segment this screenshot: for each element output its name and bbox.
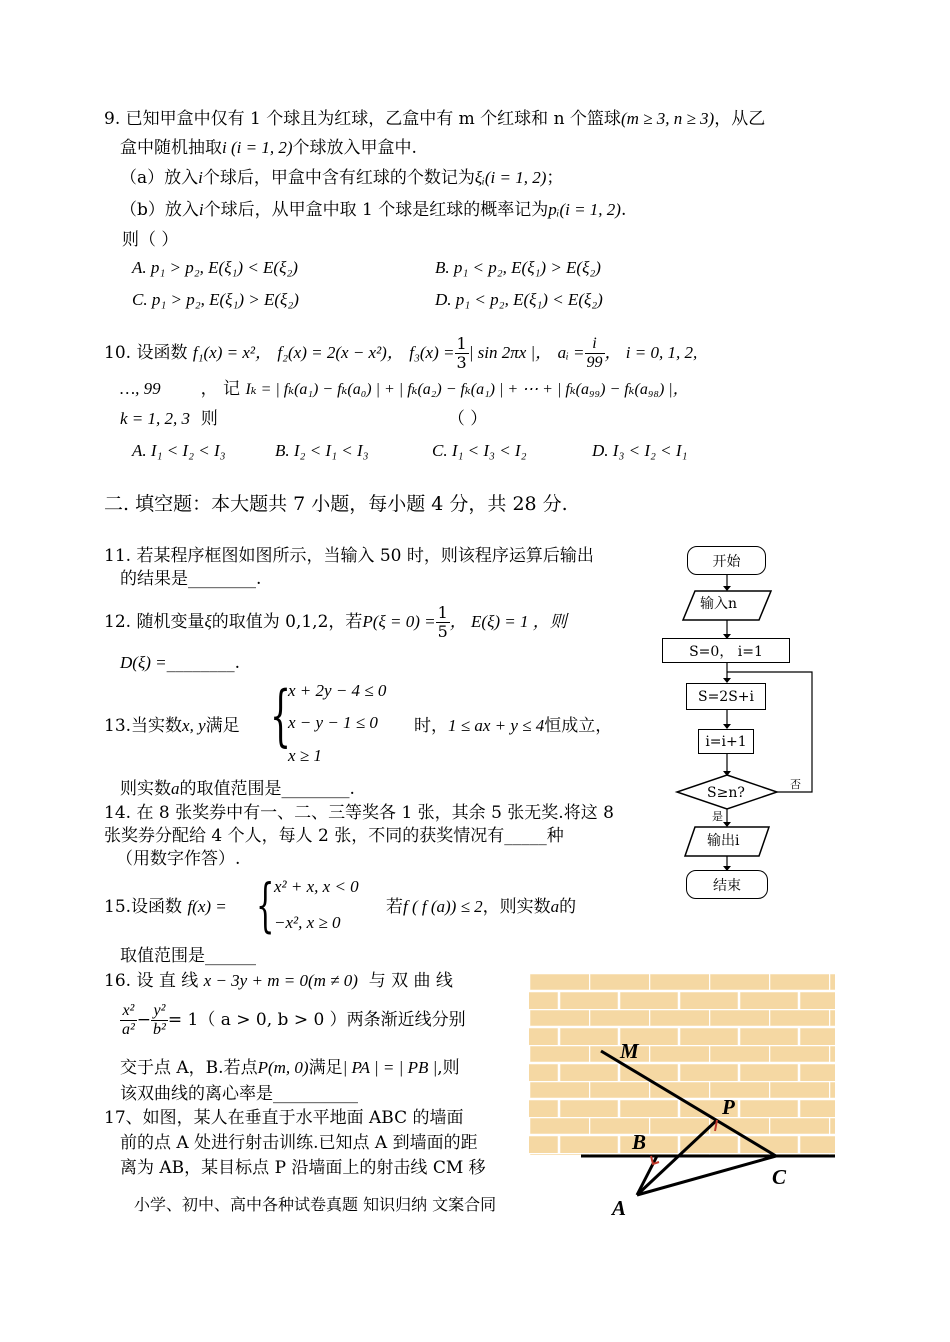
q16-line3: 交于点 A，B.若点P(m, 0)满足| PA | = | PB |,则 xyxy=(120,1058,460,1078)
q16-line2: $\frac{\text{x²}}{\text{a²}}$ − $\frac{\text{y²}}{\text{b²}}$ = 1（ a > 0, b > 0 ）两条渐近线分别 xyxy=(122,1002,466,1038)
q13-constraint-1: x + 2y − 4 ≤ 0 xyxy=(288,681,387,700)
q10-option-c: C. I₁ < I₃ < I₂ xyxy=(432,441,527,460)
q12-line2: D(ξ) =________. xyxy=(120,653,241,673)
q17-line1: 17、如图，某人在垂直于水平地面 ABC 的墙面 xyxy=(104,1108,464,1128)
q13-lead: 13.当实数x, y满足 xyxy=(104,716,240,736)
flowchart-start: 开始 xyxy=(687,546,766,575)
q9-option-c: C. p₁ > p₂, E(ξ₁) > E(ξ₂) xyxy=(132,290,299,309)
figure-label-p: P xyxy=(722,1095,735,1119)
q11-line2: 的结果是________. xyxy=(120,569,262,589)
q9-condition-b: （b）放入i个球后，从甲盒中取 1 个球是红球的概率记为pᵢ(i = 1, 2). xyxy=(120,200,627,220)
q17-line2: 前的点 A 处进行射击训练.已知点 A 到墙面的距 xyxy=(120,1133,478,1153)
section-heading: 二. 填空题：本大题共 7 小题，每小题 4 分，共 28 分. xyxy=(104,493,568,515)
q9-condition-a: （a）放入i个球后，甲盒中含有红球的个数记为ξᵢ(i = 1, 2)； xyxy=(120,168,564,188)
fraction-one-third: $\frac{1}{3}$ xyxy=(456,334,467,372)
flowchart-update-s: S=2S+i xyxy=(686,683,766,710)
flowchart-input: 输入n xyxy=(700,596,738,612)
flowchart-update-i: i=i+1 xyxy=(698,729,754,754)
q13-constraint-3: x ≥ 1 xyxy=(288,746,322,765)
wall-figure xyxy=(529,973,835,1218)
q9-option-d: D. p₁ < p₂, E(ξ₁) < E(ξ₂) xyxy=(435,290,603,309)
q17-line3: 离为 AB，某目标点 P 沿墙面上的射击线 CM 移 xyxy=(120,1158,486,1178)
q13-line2: 则实数a的取值范围是________. xyxy=(120,779,355,799)
q14-line2: 张奖券分配给 4 个人，每人 2 张，不同的获奖情况有_____种 xyxy=(104,826,564,846)
q15-case-2: −x², x ≥ 0 xyxy=(274,913,341,932)
q13-brace: { xyxy=(270,677,291,754)
flowchart-init: S=0， i=1 xyxy=(662,638,790,663)
q9-option-a: A. p₁ > p₂, E(ξ₁) < E(ξ₂) xyxy=(132,258,298,277)
q9-line1: 9. 已知甲盒中仅有 1 个球且为红球，乙盒中有 m 个红球和 n 个篮球(m ≥ 3, n ≥ 3)，从乙 xyxy=(104,109,766,129)
q14-line3: （用数字作答）. xyxy=(116,849,241,869)
fraction-x2-over-a2: $\frac{\text{x²}}{\text{a²}}$ xyxy=(122,1002,135,1038)
flowchart-arrows xyxy=(655,540,825,910)
q15-case-1: x² + x, x < 0 xyxy=(274,877,359,896)
q13-constraint-2: x − y − 1 ≤ 0 xyxy=(288,713,378,732)
q16-line4: 该双曲线的离心率是__________ xyxy=(120,1084,358,1104)
q13-tail: 时，1 ≤ ax + y ≤ 4恒成立， xyxy=(414,716,613,736)
flowchart-condition: S≥n? xyxy=(707,785,745,801)
q15-brace: { xyxy=(256,871,275,939)
q10-line1: 10. 设函数 f₁(x) = x²， f₂(x) = 2(x − x²)， f₃(x) = $\frac{1}{3}$ | sin 2πx |， aᵢ = $\frac{i}{99}$ ， i = 0, 1, 2, xyxy=(104,334,698,372)
q14-line1: 14. 在 8 张奖券中有一、二、三等奖各 1 张，其余 5 张无奖.将这 8 xyxy=(104,803,614,823)
figure-label-m: M xyxy=(620,1039,639,1063)
q10-option-a: A. I₁ < I₂ < I₃ xyxy=(132,441,226,460)
q11-line1: 11. 若某程序框图如图所示，当输入 50 时，则该程序运算后输出 xyxy=(104,546,594,566)
q9-line2: 盒中随机抽取i (i = 1, 2)个球放入甲盒中. xyxy=(120,138,417,158)
q12-line1: 12. 随机变量ξ的取值为 0,1,2，若P(ξ = 0) = $\frac{1}{5}$ ， E(ξ) = 1 ，则 xyxy=(104,603,567,641)
q15-condition: 若f ( f (a)) ≤ 2，则实数a的 xyxy=(386,897,577,917)
q15-lead: 15.设函数 f(x) = xyxy=(104,897,227,917)
brick-wall xyxy=(529,973,835,1155)
figure-label-b: B xyxy=(632,1130,647,1154)
fraction-y2-over-b2: $\frac{\text{y²}}{\text{b²}}$ xyxy=(153,1002,166,1038)
flowchart-output: 输出i xyxy=(707,833,740,849)
q15-line2: 取值范围是______ xyxy=(120,946,256,966)
figure-label-c: C xyxy=(772,1165,787,1189)
flowchart-no-label: 否 xyxy=(790,778,801,791)
fraction-one-fifth: $\frac{1}{5}$ xyxy=(437,603,448,641)
q10-option-b: B. I₂ < I₁ < I₃ xyxy=(275,441,369,460)
q10-option-d: D. I₃ < I₂ < I₁ xyxy=(592,441,688,460)
q10-line2: …, 99 ， 记 Iₖ = | fₖ(a₁) − fₖ(a₀) | + | fₖ(a₂) − fₖ(a₁) | + ⋯ + | fₖ(a₉₉) − fₖ(a₉₈) |， xyxy=(120,379,689,399)
q16-line1: 16. 设 直 线 x − 3y + m = 0(m ≠ 0) 与 双 曲 线 xyxy=(104,971,453,991)
figure-label-a: A xyxy=(612,1196,627,1220)
q9-then: 则（ ） xyxy=(122,230,179,250)
q9-option-b: B. p₁ < p₂, E(ξ₁) > E(ξ₂) xyxy=(435,258,601,277)
flowchart-yes-label: 是 xyxy=(712,810,723,823)
footer-note: 小学、初中、高中各种试卷真题 知识归纳 文案合同 xyxy=(134,1195,497,1214)
flowchart-end: 结束 xyxy=(686,870,768,899)
q10-line3: k = 1, 2, 3 则 （ ） xyxy=(120,409,488,429)
fraction-i-over-99: $\frac{i}{99}$ xyxy=(586,335,603,371)
